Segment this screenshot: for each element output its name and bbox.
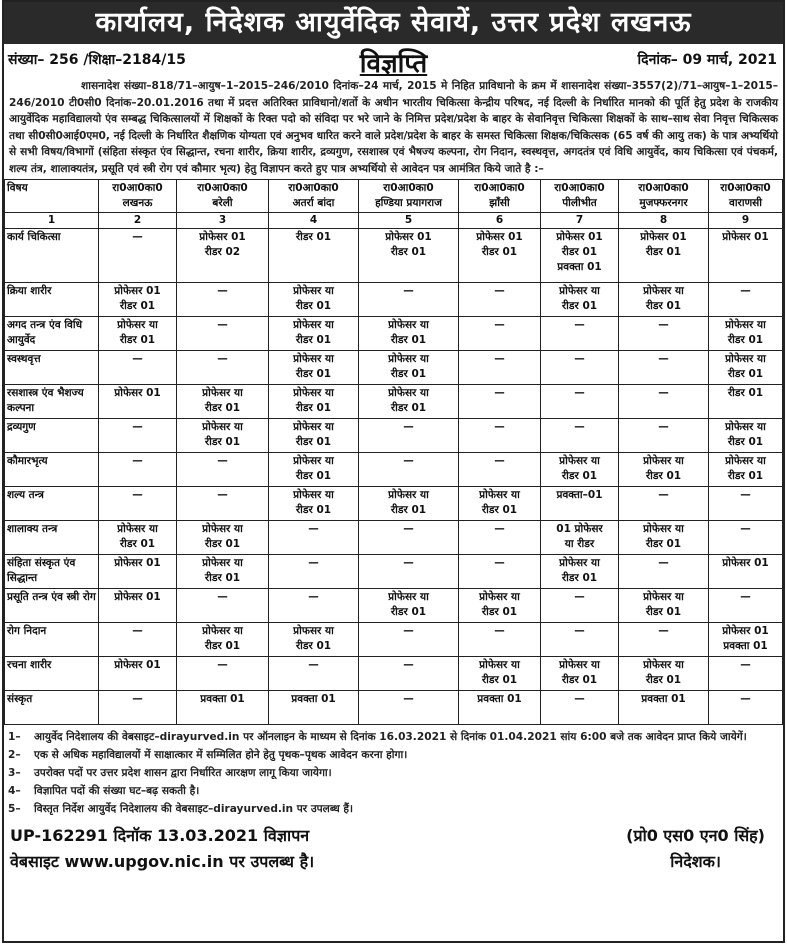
note-number: 3– (8, 767, 21, 779)
vacancy-cell: प्रोफेसर या रीडर 01 (359, 385, 459, 419)
vacancy-cell: प्रोफेसर या रीडर 01 (269, 453, 359, 487)
vacancy-cell: प्रोफेसर या रीडर 01 (359, 589, 459, 623)
table-row (5, 657, 783, 691)
note-number: 4– (8, 785, 21, 797)
subject-cell: कौमारभृत्य (5, 453, 99, 487)
vacancy-cell: — (269, 521, 359, 555)
college-header: रा0आ0का0 झाँसी (459, 180, 541, 213)
vacancy-cell: — (619, 623, 709, 657)
vacancy-cell: प्रोफेसर 01 रीडर 01 प्रवक्ता 01 (541, 229, 619, 283)
note-text: एक से अधिक महाविद्यालयों में साक्षात्कार में सम्मिलित होने हेतु पृथक–पृथक आवेदन करना होगा। (34, 749, 408, 761)
vacancy-cell: — (709, 521, 783, 555)
vacancy-cell: — (459, 351, 541, 385)
vacancy-cell: — (619, 487, 709, 521)
vacancy-cell: प्रोफेसर या रीडर 01 (541, 283, 619, 317)
vacancy-cell: प्रोफेसर या रीडर 01 (619, 453, 709, 487)
website-line[interactable]: वेबसाइट www.upgov.nic.in पर उपलब्ध है। (10, 852, 315, 871)
advertisement-info (10, 823, 314, 875)
vacancy-cell: — (541, 623, 619, 657)
vacancy-cell: प्रोफेसर या रीडर 01 (541, 555, 619, 589)
subject-cell: रोग निदान (5, 623, 99, 657)
vacancy-cell: — (459, 555, 541, 589)
table-row (5, 229, 783, 283)
vacancy-cell: प्रोफेसर या रीडर 01 (619, 589, 709, 623)
subject-cell: शालाक्य तन्त्र (5, 521, 99, 555)
note-item (8, 765, 779, 781)
table-row (5, 453, 783, 487)
column-number: 7 (541, 213, 619, 229)
vacancy-cell: प्रवक्ता 01 (459, 691, 541, 725)
subject-cell: अगद तन्त्र एंव विधि आयुर्वेद (5, 317, 99, 351)
vacancy-cell: प्रोफेसर या रीडर 01 (359, 351, 459, 385)
signatory-designation: निदेशक। (670, 852, 721, 871)
vacancy-cell: — (359, 419, 459, 453)
reference-number: संख्या– 256 /शिक्षा–2184/15 (8, 52, 186, 68)
note-number: 2– (8, 749, 21, 761)
subject-cell: शल्य तन्त्र (5, 487, 99, 521)
vacancy-cell: — (459, 317, 541, 351)
vacancy-cell: — (709, 589, 783, 623)
vacancy-cell: — (269, 589, 359, 623)
vacancy-cell: — (359, 283, 459, 317)
college-header: रा0आ0का0 हण्डिया प्रयागराज (359, 180, 459, 213)
signatory-name: (प्रो0 एस0 एन0 सिंह) (626, 826, 765, 845)
vacancy-cell: प्रोफेसर या रीडर 01 (709, 453, 783, 487)
subject-cell: प्रसूति तन्त्र एंव स्त्री रोग (5, 589, 99, 623)
vacancy-cell: प्रोफेसर या रीडर 01 (359, 487, 459, 521)
vacancy-cell: — (99, 351, 177, 385)
vacancy-cell: — (619, 351, 709, 385)
vacancy-cell: — (177, 351, 269, 385)
vacancy-cell: प्रोफेसर या रीडर 01 (359, 317, 459, 351)
vacancy-cell: — (541, 589, 619, 623)
vacancy-cell: प्रोफेसर या रीडर 01 (177, 385, 269, 419)
subject-cell: कार्य चिकित्सा (5, 229, 99, 283)
vacancy-cell: प्रोफेसर या रीडर 01 (459, 487, 541, 521)
vacancy-cell: — (269, 657, 359, 691)
subject-cell: क्रिया शारीर (5, 283, 99, 317)
vacancy-cell: प्रवक्ता 01 (619, 691, 709, 725)
vacancy-cell: प्रोफेसर या रीडर 01 (709, 419, 783, 453)
advertisement-number: UP-162291 दिनॉक 13.03.2021 विज्ञापन (10, 826, 310, 845)
vacancy-cell: रीडर 01 (269, 229, 359, 283)
subject-cell: रचना शारीर (5, 657, 99, 691)
subject-cell: संस्कृत (5, 691, 99, 725)
vacancy-cell: — (459, 521, 541, 555)
note-item (8, 783, 779, 799)
vacancy-cell: प्रोफेसर या रीडर 01 (619, 521, 709, 555)
paragraph-text: शासनादेश संख्या–818/71–आयुष–1–2015–246/2010 दिनांक–24 मार्च, 2015 मे निहित प्राविधानो के क्रम में शासनादेश संख्या–3557(2)/71–आयुष–1–2015–246/2010 टी0सी0 दिनांक–20.01.2016 तथा में प्रदत्त अतिरिक्त प्राविधानो/शर्तो के अधीन भारतीय चिकित्सा केन्द्रीय परिषद, नई दिल्ली के निर्धारित मानको की पूर्ति हेतु प्रदेश के राजकीय आयुर्वेदिक महाविद्यालयो एंव सम्बद्ध चिकित्सालयों में शिक्षकों के रिक्त पदो को संविदा पर भरे जाने के निमित्त प्रदेश/प्रदेश के बाहर के सेवानिवृत्त चिकित्सा शिक्षकों के साथ–साथ सेवा निवृत्त चिकित्सक तथा सी0सी0आई0एम0, नई दिल्ली के निर्धारित शैक्षणिक योग्यता एवं अनुभव धारित करने वाले प्रदेश/प्रदेश के बाहर के समस्त चिकित्सा शिक्षक/चिकित्सक (65 वर्ष की आयु तक) के पात्र अभ्यर्थियो से सभी विषय/विभागों (संहिता संस्कृत एंव सिद्धान्त, रचना शारीर, क्रिया शारीर, द्रव्यगुण, रसशास्त्र एवं भैषज्य कल्पना, रोग निदान, स्वस्थवृत्त, अगदतंत्र एवं विधि आयुर्वेद, काय चिकित्सा एवं पंचकर्म, शल्य तंत्र, शालाक्यतंत्र, प्रसूति एवं स्त्री रोग एवं कौमार भृत्य) हेतु विज्ञापन करते हुए पात्र अभ्यर्थियो से आवेदन पत्र आमंत्रित किये जाते है :– (9, 80, 778, 175)
vacancy-cell: प्रोफेसर या रीडर 01 (709, 317, 783, 351)
vacancy-cell: — (99, 487, 177, 521)
office-banner: कार्यालय, निदेशक आयुर्वेदिक सेवायें, उत्तर प्रदेश लखनऊ (4, 2, 783, 44)
table-row (5, 623, 783, 657)
vacancy-cell: प्रवक्ता 01 (269, 691, 359, 725)
vacancy-cell: — (619, 555, 709, 589)
note-text: विस्तृत निर्देश आयुर्वेद निदेशालय की वेबसाइट–dirayurved.in पर उपलब्ध हैं। (34, 803, 354, 815)
vacancy-cell: प्रोफेसर 01 (99, 589, 177, 623)
college-header: रा0आ0का0 मुजफ्फरनगर (619, 180, 709, 213)
note-item (8, 801, 779, 817)
note-number: 5– (8, 803, 21, 815)
vacancy-cell: प्रोफेसर 01 प्रवक्ता 01 (709, 623, 783, 657)
vacancy-cell: — (99, 623, 177, 657)
vacancy-cell: — (459, 453, 541, 487)
vacancy-cell: प्रवक्ता 01 (177, 691, 269, 725)
vacancy-cell: — (177, 317, 269, 351)
vacancy-cell: प्रोफेसर 01 रीडर 02 (177, 229, 269, 283)
notice-meta (4, 44, 783, 78)
table-row (5, 521, 783, 555)
table-row (5, 487, 783, 521)
vacancy-cell: — (359, 521, 459, 555)
vacancy-table (4, 179, 783, 725)
vacancy-cell: प्रोफेसर या रीडर 01 (709, 351, 783, 385)
vacancy-cell: — (541, 351, 619, 385)
vacancy-cell: — (359, 657, 459, 691)
vacancy-cell: प्रोफेसर या रीडर 01 (269, 351, 359, 385)
vacancy-cell: प्रोफेसर 01 रीडर 01 (459, 229, 541, 283)
vacancy-cell: — (99, 453, 177, 487)
column-number: 9 (709, 213, 783, 229)
note-item (8, 729, 779, 745)
vacancy-cell: — (541, 691, 619, 725)
vacancy-cell: — (99, 419, 177, 453)
vacancy-cell: प्रवक्ता–01 (541, 487, 619, 521)
subject-cell: द्रव्यगुण (5, 419, 99, 453)
subject-header: विषय (5, 180, 99, 213)
vacancy-cell: प्रोफेसर या रीडर 01 (459, 589, 541, 623)
vacancy-cell: प्रोफेसर या रीडर 01 (99, 521, 177, 555)
note-number: 1– (8, 731, 21, 743)
vacancy-cell: — (177, 487, 269, 521)
vacancy-cell: प्रोफेसर या रीडर 01 (99, 317, 177, 351)
vacancy-cell: रीडर 01 (709, 385, 783, 419)
column-number: 6 (459, 213, 541, 229)
notice-date: दिनांक– 09 मार्च, 2021 (637, 52, 777, 68)
vacancy-cell: — (177, 283, 269, 317)
college-header: रा0आ0का0 लखनऊ (99, 180, 177, 213)
college-header: रा0आ0का0 वाराणसी (709, 180, 783, 213)
vacancy-cell: प्रोफेसर या रीडर 01 (269, 385, 359, 419)
vacancy-cell: प्रोफेसर या रीडर 01 (541, 657, 619, 691)
vacancy-cell: प्रोफेसर 01 (709, 555, 783, 589)
vacancy-cell: — (99, 691, 177, 725)
vacancy-cell: — (459, 283, 541, 317)
vacancy-cell: प्रोफेसर या रीडर 01 (269, 283, 359, 317)
column-number-row (5, 213, 783, 229)
vacancy-cell: — (619, 317, 709, 351)
vacancy-cell: — (177, 657, 269, 691)
vacancy-cell: प्रोफेसर या रीडर 01 (619, 657, 709, 691)
footer (4, 819, 783, 889)
vacancy-cell: — (619, 419, 709, 453)
table-row (5, 691, 783, 725)
vacancy-cell: प्रोफेसर या रीडर 01 (541, 453, 619, 487)
vacancy-cell: — (269, 555, 359, 589)
vacancy-cell: प्रोफेसर 01 (99, 385, 177, 419)
note-item (8, 747, 779, 763)
notes-list (4, 725, 783, 817)
subject-cell: संहिता संस्कृत एंव सिद्धान्त (5, 555, 99, 589)
vacancy-cell: प्रोफेसर या रीडर 01 (177, 521, 269, 555)
subject-cell: रसशास्त्र एंव भैशज्य कल्पना (5, 385, 99, 419)
vacancy-cell: 01 प्रोफेसर या रीडर (541, 521, 619, 555)
vacancy-cell: प्रोफेसर 01 रीडर 01 (99, 283, 177, 317)
signature-block (626, 823, 765, 875)
vacancy-cell: प्रोफेसर या रीडर 01 (177, 419, 269, 453)
vacancy-cell: — (459, 419, 541, 453)
column-number: 8 (619, 213, 709, 229)
table-row (5, 283, 783, 317)
vacancy-cell: — (459, 385, 541, 419)
notice-heading: विज्ञप्ति (359, 49, 428, 79)
vacancy-cell: — (709, 691, 783, 725)
college-header: रा0आ0का0 पीलीभीत (541, 180, 619, 213)
vacancy-cell: प्रोफेसर 01 रीडर 01 (359, 229, 459, 283)
vacancy-cell: — (541, 419, 619, 453)
vacancy-cell: प्रोफेसर 01 (99, 657, 177, 691)
vacancy-cell: — (709, 283, 783, 317)
vacancy-cell: प्रोफेसर या रीडर 01 (177, 623, 269, 657)
notice-page (2, 0, 785, 943)
college-header: रा0आ0का0 बरेली (177, 180, 269, 213)
vacancy-cell: प्रोफेसर 01 रीडर 01 (619, 229, 709, 283)
subject-cell: स्वस्थवृत्त (5, 351, 99, 385)
table-row (5, 589, 783, 623)
table-row (5, 419, 783, 453)
notice-paragraph (4, 78, 783, 177)
vacancy-cell: — (359, 555, 459, 589)
column-number: 2 (99, 213, 177, 229)
vacancy-cell: — (459, 623, 541, 657)
note-text: उपरोक्त पदों पर उत्तर प्रदेश शासन द्वारा निर्धारित आरक्षण लागू किया जायेगा। (34, 767, 332, 779)
vacancy-cell: — (99, 229, 177, 283)
column-number: 3 (177, 213, 269, 229)
vacancy-cell: प्रोफेसर या रीडर 01 (619, 283, 709, 317)
vacancy-cell: प्रोफेसर या रीडर 01 (269, 487, 359, 521)
note-text: आयुर्वेद निदेशालय की वेबसाइट–dirayurved.in पर ऑनलाइन के माध्यम से दिनांक 16.03.2021 से दिनांक 01.04.2021 सांय 6:00 बजे तक आवेदन प्राप्त किये जायेगें। (34, 731, 747, 743)
vacancy-cell: — (541, 385, 619, 419)
table-header-row (5, 180, 783, 213)
column-number: 4 (269, 213, 359, 229)
college-header: रा0आ0का0 अतर्रा बांदा (269, 180, 359, 213)
vacancy-cell: — (359, 623, 459, 657)
table-row (5, 555, 783, 589)
vacancy-cell: — (177, 589, 269, 623)
vacancy-cell: — (619, 385, 709, 419)
vacancy-cell: — (709, 657, 783, 691)
vacancy-cell: प्रोफेसर 01 (99, 555, 177, 589)
table-row (5, 317, 783, 351)
vacancy-cell: प्रोफसर या रीडर 01 (269, 623, 359, 657)
column-number: 5 (359, 213, 459, 229)
table-row (5, 385, 783, 419)
table-row (5, 351, 783, 385)
vacancy-cell: प्रोफेसर या रीडर 01 (459, 657, 541, 691)
vacancy-cell: प्रोफेसर 01 (709, 229, 783, 283)
vacancy-cell: प्रोफेसर या रीडर 01 (269, 419, 359, 453)
vacancy-cell: प्रोफेसर या रीडर 01 (177, 555, 269, 589)
vacancy-cell: — (709, 487, 783, 521)
column-number: 1 (5, 213, 99, 229)
vacancy-cell: प्रोफेसर या रीडर 01 (269, 317, 359, 351)
vacancy-cell: — (359, 453, 459, 487)
vacancy-cell: — (177, 453, 269, 487)
vacancy-cell: — (359, 691, 459, 725)
vacancy-cell: — (541, 317, 619, 351)
note-text: विज्ञापित पदों की संख्या घट–बढ़ सकती है। (34, 785, 200, 797)
